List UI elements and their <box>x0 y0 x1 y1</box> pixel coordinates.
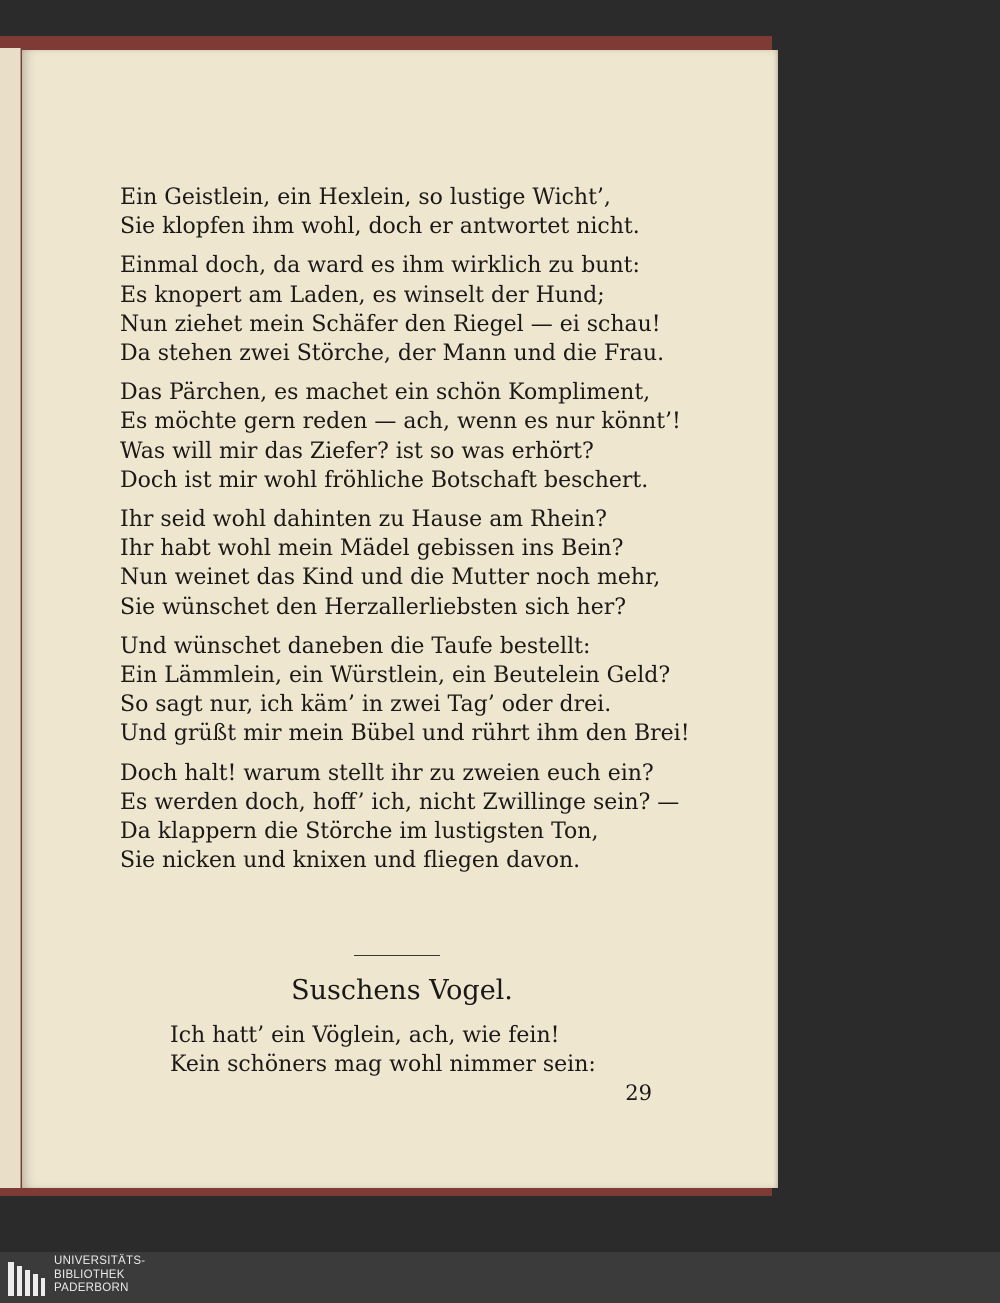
poem-line: Und wünschet daneben die Taufe bestellt: <box>120 633 591 659</box>
poem-line: Kein schöners mag wohl nimmer sein: <box>170 1052 596 1078</box>
stanza <box>120 632 690 749</box>
poem-line: Ein Lämmlein, ein Würstlein, ein Beutelein Geld? <box>120 663 671 689</box>
poem-line: Doch ist mir wohl fröhliche Botschaft beschert. <box>120 467 649 493</box>
poem-line: Ein Geistlein, ein Hexlein, so lustige Wicht’, <box>120 185 611 210</box>
poem-line: Da stehen zwei Störche, der Mann und die Frau. <box>120 341 665 367</box>
poem-line: Sie wünschet den Herzallerliebsten sich her? <box>120 594 627 620</box>
stanza <box>120 183 660 241</box>
poem-line: Und grüßt mir mein Bübel und rührt ihm den Brei! <box>120 721 690 747</box>
poem-line: Da klappern die Störche im lustigsten Ton, <box>120 819 599 845</box>
poem-line: Es werden doch, hoff’ ich, nicht Zwillinge sein? — <box>120 789 680 815</box>
poem-text <box>120 183 690 885</box>
book-page <box>22 50 778 1188</box>
poem-line: Es knopert am Laden, es winselt der Hund; <box>120 282 605 308</box>
poem-title: Suschens Vogel. <box>291 975 513 1006</box>
stanza <box>120 759 680 876</box>
poem-line: So sagt nur, ich käm’ in zwei Tag’ oder drei. <box>120 692 612 718</box>
library-logo-text <box>54 1255 145 1296</box>
logo-line: BIBLIOTHEK <box>54 1268 125 1281</box>
library-logo-icon <box>6 1258 46 1298</box>
previous-page-edge <box>0 48 21 1188</box>
poem-line: Ich hatt’ ein Vöglein, ach, wie fein! <box>170 1023 560 1048</box>
poem-line: Einmal doch, da ward es ihm wirklich zu bunt: <box>120 253 640 279</box>
logo-line: PADERBORN <box>54 1282 129 1294</box>
poem-line: Sie klopfen ihm wohl, doch er antwortet nicht. <box>120 214 640 240</box>
page-number: 29 <box>625 1081 652 1105</box>
poem-line: Sie nicken und knixen und fliegen davon. <box>120 848 581 874</box>
poem-line: Es möchte gern reden — ach, wenn es nur könnt’! <box>120 409 681 435</box>
poem-line: Doch halt! warum stellt ihr zu zweien euch ein? <box>120 760 654 786</box>
poem-line: Nun weinet das Kind und die Mutter noch mehr, <box>120 565 661 591</box>
stanza <box>120 378 681 495</box>
stanza <box>120 505 660 622</box>
logo-line: UNIVERSITÄTS- <box>54 1255 146 1267</box>
stanza <box>120 251 665 368</box>
next-poem-text <box>170 1021 596 1079</box>
library-footer-bar <box>0 1252 1000 1303</box>
section-divider <box>354 955 440 956</box>
poem-line: Nun ziehet mein Schäfer den Riegel — ei schau! <box>120 311 661 337</box>
poem-line: Ihr habt wohl mein Mädel gebissen ins Bein? <box>120 536 624 562</box>
poem-line: Das Pärchen, es machet ein schön Kompliment, <box>120 380 651 406</box>
poem-line: Ihr seid wohl dahinten zu Hause am Rhein? <box>120 507 607 533</box>
poem-line: Was will mir das Ziefer? ist so was erhört? <box>120 438 594 464</box>
